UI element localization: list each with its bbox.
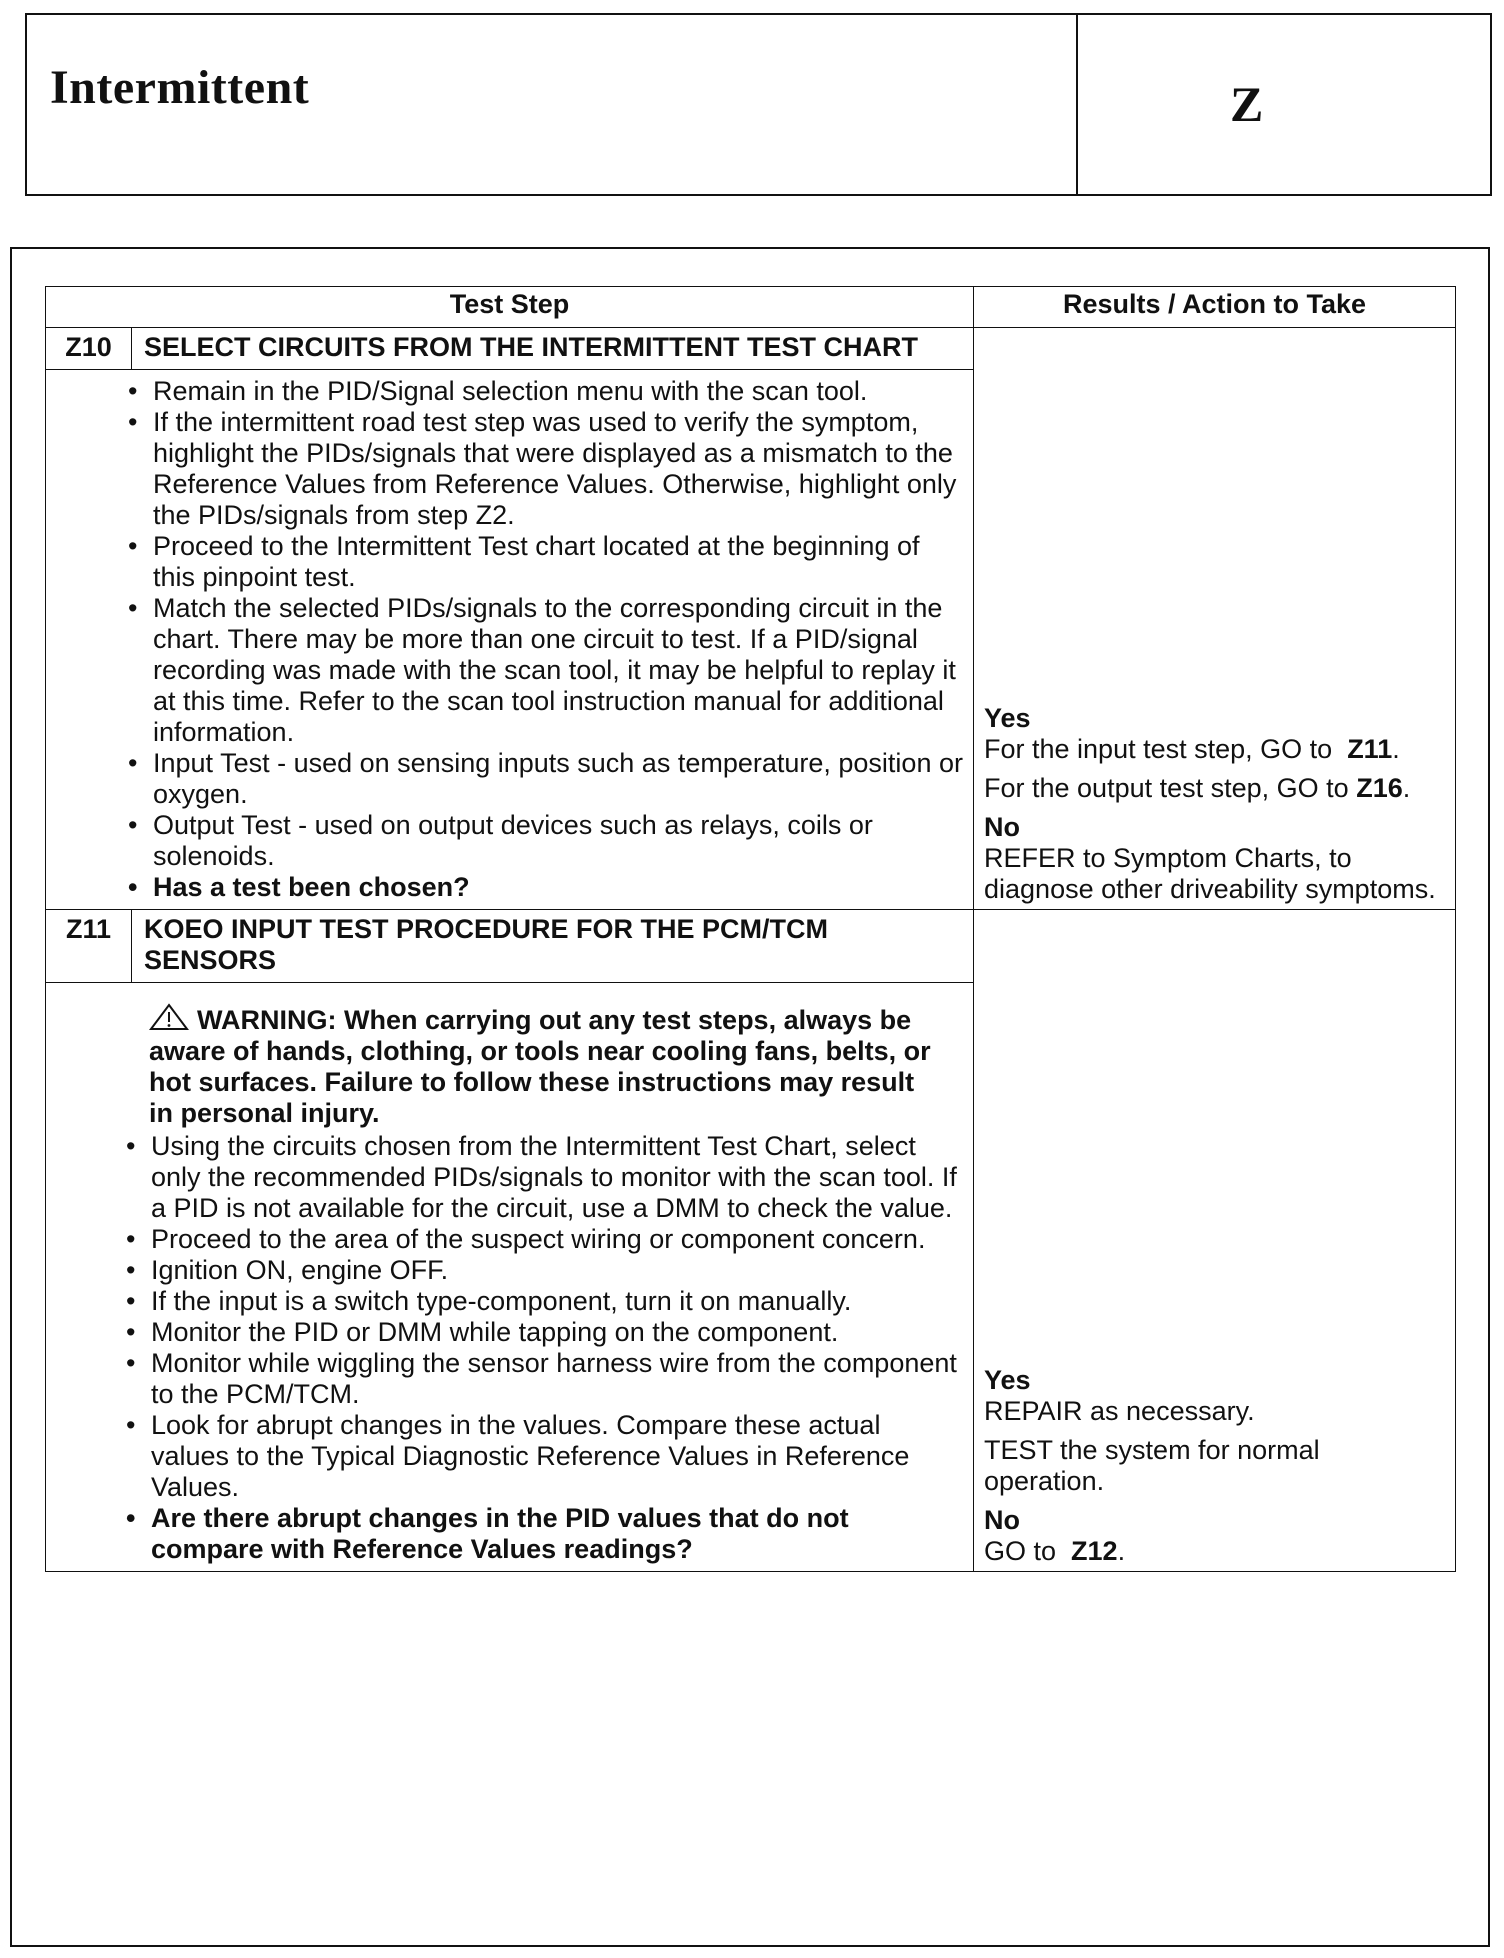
step-id: Z11 bbox=[46, 910, 132, 983]
step-reference: Z12 bbox=[1071, 1536, 1118, 1566]
list-item: • Monitor while wiggling the sensor harness wire from the component to the PCM/TCM. bbox=[46, 1348, 965, 1410]
yes-action-input: For the input test step, GO to Z11. bbox=[984, 734, 1400, 764]
list-item: • Look for abrupt changes in the values. Compare these actual values to the Typical Diagnostic Reference Values in Reference Values. bbox=[46, 1410, 965, 1503]
step-title: SELECT CIRCUITS FROM THE INTERMITTENT TEST CHART bbox=[132, 328, 974, 370]
yes-label: Yes bbox=[984, 1365, 1031, 1395]
step-row-z10 bbox=[46, 328, 1456, 370]
step-question: • Has a test been chosen? bbox=[46, 872, 965, 903]
list-item: • If the intermittent road test step was used to verify the symptom, highlight the PIDs/signals that were displayed as a mismatch to the Reference Values from Reference Values. Otherwise, highlight only the PIDs/signals from step Z2. bbox=[46, 407, 965, 531]
no-action: GO to Z12. bbox=[984, 1536, 1126, 1566]
warning-triangle-icon bbox=[149, 1003, 189, 1031]
yes-action-text: For the output test step, GO to bbox=[984, 773, 1349, 803]
step-body bbox=[46, 983, 974, 1572]
results-content bbox=[984, 703, 1447, 905]
results-content bbox=[984, 1365, 1447, 1567]
column-header-results: Results / Action to Take bbox=[974, 287, 1456, 328]
yes-label: Yes bbox=[984, 703, 1031, 733]
list-item: • Ignition ON, engine OFF. bbox=[46, 1255, 965, 1286]
results-cell-z10 bbox=[974, 328, 1456, 910]
warning-block bbox=[46, 1003, 965, 1129]
list-item: • Input Test - used on sensing inputs such as temperature, position or oxygen. bbox=[46, 748, 965, 810]
list-item: • Proceed to the area of the suspect wiring or component concern. bbox=[46, 1224, 965, 1255]
no-label: No bbox=[984, 1505, 1020, 1535]
yes-action-output: For the output test step, GO to Z16. bbox=[984, 773, 1411, 803]
page-title: Intermittent bbox=[50, 61, 310, 114]
step-id: Z10 bbox=[46, 328, 132, 370]
yes-action-test: TEST the system for normal operation. bbox=[984, 1435, 1320, 1496]
list-item: • Proceed to the Intermittent Test chart located at the beginning of this pinpoint test. bbox=[46, 531, 965, 593]
step-row-z11 bbox=[46, 910, 1456, 983]
no-label: No bbox=[984, 812, 1020, 842]
yes-action-text: For the input test step, GO to bbox=[984, 734, 1333, 764]
column-header-test-step: Test Step bbox=[46, 287, 974, 328]
step-bullet-list bbox=[46, 376, 965, 903]
yes-action: REPAIR as necessary. bbox=[984, 1396, 1255, 1426]
test-step-table bbox=[45, 286, 1456, 1572]
no-action-text: GO to bbox=[984, 1536, 1057, 1566]
step-reference: Z16 bbox=[1356, 773, 1403, 803]
no-action: REFER to Symptom Charts, to diagnose other driveability symptoms. bbox=[984, 843, 1436, 904]
results-cell-z11 bbox=[974, 910, 1456, 1572]
section-letter: Z bbox=[1230, 76, 1264, 132]
header-divider bbox=[1076, 15, 1078, 194]
list-item: • Match the selected PIDs/signals to the corresponding circuit in the chart. There may be more than one circuit to test. If a PID/signal recording was made with the scan tool, it may be helpful to replay it at this time. Refer to the scan tool instruction manual for additional information. bbox=[46, 593, 965, 748]
list-item: • Output Test - used on output devices such as relays, coils or solenoids. bbox=[46, 810, 965, 872]
step-body bbox=[46, 370, 974, 910]
list-item: • Remain in the PID/Signal selection menu with the scan tool. bbox=[46, 376, 965, 407]
step-question: • Are there abrupt changes in the PID values that do not compare with Reference Values readings? bbox=[46, 1503, 965, 1565]
list-item: • Monitor the PID or DMM while tapping on the component. bbox=[46, 1317, 965, 1348]
warning-text: WARNING: When carrying out any test steps, always be aware of hands, clothing, or tools near cooling fans, belts, or hot surfaces. Failure to follow these instructions may result in personal injury. bbox=[149, 1005, 931, 1128]
list-item: • If the input is a switch type-component, turn it on manually. bbox=[46, 1286, 965, 1317]
step-bullet-list bbox=[46, 1131, 965, 1565]
step-reference: Z11 bbox=[1347, 734, 1393, 764]
list-item: • Using the circuits chosen from the Intermittent Test Chart, select only the recommended PIDs/signals to monitor with the scan tool. If a PID is not available for the circuit, use a DMM to check the value. bbox=[46, 1131, 965, 1224]
table-header-row bbox=[46, 287, 1456, 328]
step-title: KOEO INPUT TEST PROCEDURE FOR THE PCM/TCM SENSORS bbox=[132, 910, 974, 983]
